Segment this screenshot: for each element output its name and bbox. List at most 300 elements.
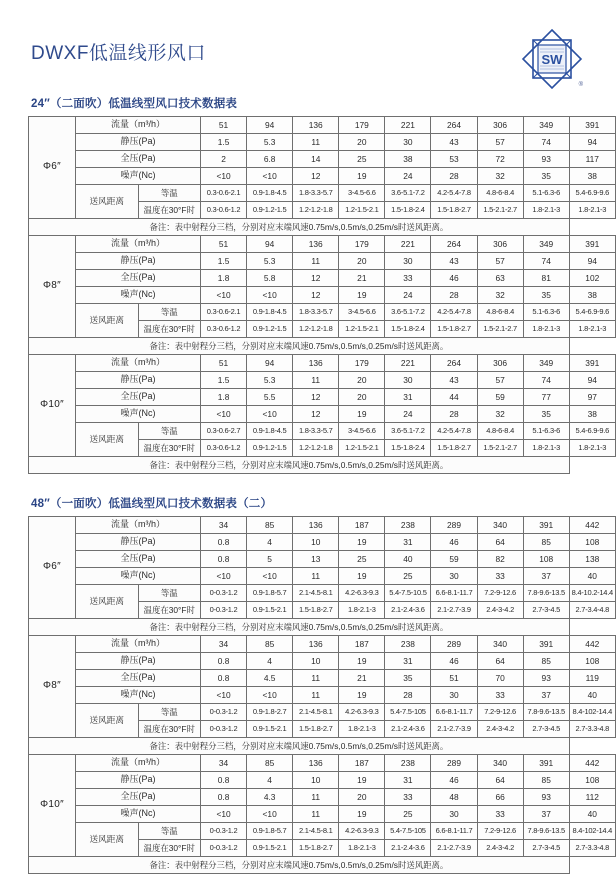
table-note-row — [29, 457, 616, 474]
cell-at-30f-7: 2.4-3-4.2 — [477, 840, 523, 857]
cell-static-pressure-8: 74 — [523, 253, 569, 270]
cell-at-30f-4: 1.2-1.5-2.1 — [339, 202, 385, 219]
cell-at-30f-7: 1.5-2.1-2.7 — [477, 440, 523, 457]
cell-at-30f-6: 1.5-1.8-2.7 — [431, 440, 477, 457]
cell-static-pressure-3: 11 — [293, 134, 339, 151]
row-label-static-pressure: 静压(Pa) — [76, 772, 201, 789]
cell-noise-2: <10 — [247, 287, 293, 304]
cell-total-pressure-7: 59 — [477, 389, 523, 406]
cell-static-pressure-7: 57 — [477, 372, 523, 389]
cell-flow-3: 136 — [293, 755, 339, 772]
cell-flow-9: 442 — [569, 636, 615, 653]
cell-noise-7: 33 — [477, 687, 523, 704]
cell-isothermal-5: 3.6-5.1-7.2 — [385, 423, 431, 440]
table-note: 备注：表中射程分三档，分别对应末端风速0.75m/s,0.5m/s,0.25m/s时送风距离。 — [29, 457, 570, 474]
svg-text:SW: SW — [541, 52, 563, 67]
table-note: 备注：表中射程分三档，分别对应末端风速0.75m/s,0.5m/s,0.25m/s时送风距离。 — [29, 219, 570, 236]
cell-at-30f-1: 0.3-0.6-1.2 — [201, 440, 247, 457]
cell-flow-7: 340 — [477, 636, 523, 653]
table-note-row — [29, 219, 616, 236]
row-label-total-pressure: 全压(Pa) — [76, 789, 201, 806]
cell-total-pressure-1: 1.8 — [201, 270, 247, 287]
cell-static-pressure-9: 108 — [569, 534, 615, 551]
cell-isothermal-7: 4.8-6-8.4 — [477, 423, 523, 440]
cell-at-30f-4: 1.8-2.1-3 — [339, 721, 385, 738]
cell-total-pressure-2: 6.8 — [247, 151, 293, 168]
cell-noise-5: 24 — [385, 168, 431, 185]
cell-isothermal-8: 5.1-6.3-6 — [523, 304, 569, 321]
cell-at-30f-1: 0-0.3-1.2 — [201, 721, 247, 738]
cell-at-30f-7: 1.5-2.1-2.7 — [477, 321, 523, 338]
cell-at-30f-6: 2.1-2.7-3.9 — [431, 721, 477, 738]
cell-noise-4: 19 — [339, 406, 385, 423]
cell-static-pressure-4: 19 — [339, 772, 385, 789]
cell-isothermal-5: 3.6-5.1-7.2 — [385, 185, 431, 202]
table-row — [29, 372, 616, 389]
cell-flow-2: 94 — [247, 236, 293, 253]
cell-static-pressure-7: 64 — [477, 653, 523, 670]
cell-total-pressure-8: 93 — [523, 151, 569, 168]
cell-noise-3: 11 — [293, 806, 339, 823]
cell-noise-1: <10 — [201, 406, 247, 423]
cell-at-30f-4: 1.2-1.5-2.1 — [339, 321, 385, 338]
cell-isothermal-4: 3-4.5-6.6 — [339, 304, 385, 321]
cell-flow-4: 187 — [339, 636, 385, 653]
cell-isothermal-8: 7.8-9.6-13.5 — [523, 823, 569, 840]
cell-isothermal-6: 4.2-5.4-7.8 — [431, 185, 477, 202]
cell-noise-4: 19 — [339, 806, 385, 823]
cell-isothermal-7: 7.2-9-12.6 — [477, 585, 523, 602]
cell-static-pressure-6: 46 — [431, 534, 477, 551]
table-1-wrapper — [28, 116, 610, 474]
cell-isothermal-3: 1.8-3.3-5.7 — [293, 304, 339, 321]
cell-isothermal-7: 4.8-6-8.4 — [477, 304, 523, 321]
cell-static-pressure-9: 108 — [569, 772, 615, 789]
cell-static-pressure-7: 57 — [477, 253, 523, 270]
cell-total-pressure-7: 66 — [477, 789, 523, 806]
row-label-at-30f: 温度在30°F时 — [138, 840, 201, 857]
cell-at-30f-3: 1.5-1.8-2.7 — [293, 721, 339, 738]
cell-at-30f-5: 2.1-2.4-3.6 — [385, 602, 431, 619]
cell-total-pressure-5: 35 — [385, 670, 431, 687]
cell-total-pressure-6: 59 — [431, 551, 477, 568]
cell-flow-9: 391 — [569, 117, 615, 134]
cell-isothermal-5: 5.4-7.5-105 — [385, 823, 431, 840]
duct-size-label: Φ10″ — [29, 355, 76, 457]
cell-flow-9: 442 — [569, 517, 615, 534]
row-label-total-pressure: 全压(Pa) — [76, 551, 201, 568]
cell-isothermal-4: 4.2-6.3-9.3 — [339, 823, 385, 840]
cell-noise-1: <10 — [201, 568, 247, 585]
cell-flow-7: 306 — [477, 117, 523, 134]
cell-static-pressure-4: 20 — [339, 134, 385, 151]
table-row — [29, 789, 616, 806]
cell-noise-8: 35 — [523, 168, 569, 185]
cell-noise-3: 12 — [293, 287, 339, 304]
cell-static-pressure-5: 31 — [385, 534, 431, 551]
cell-flow-6: 289 — [431, 755, 477, 772]
cell-at-30f-5: 1.5-1.8-2.4 — [385, 321, 431, 338]
cell-at-30f-3: 1.2-1.2-1.8 — [293, 321, 339, 338]
cell-static-pressure-3: 11 — [293, 372, 339, 389]
cell-static-pressure-4: 19 — [339, 653, 385, 670]
cell-static-pressure-3: 10 — [293, 534, 339, 551]
table-row — [29, 636, 616, 653]
cell-static-pressure-9: 94 — [569, 253, 615, 270]
cell-noise-8: 35 — [523, 287, 569, 304]
cell-flow-9: 442 — [569, 755, 615, 772]
table-note: 备注：表中射程分三档，分别对应末端风速0.75m/s,0.5m/s,0.25m/s时送风距离。 — [29, 619, 570, 636]
table-24-inch — [28, 116, 616, 474]
cell-total-pressure-2: 5.8 — [247, 270, 293, 287]
cell-total-pressure-3: 13 — [293, 551, 339, 568]
cell-total-pressure-8: 93 — [523, 789, 569, 806]
table-row — [29, 304, 616, 321]
cell-flow-7: 340 — [477, 755, 523, 772]
cell-at-30f-5: 1.5-1.8-2.4 — [385, 202, 431, 219]
cell-noise-3: 11 — [293, 568, 339, 585]
cell-noise-7: 32 — [477, 168, 523, 185]
row-label-at-30f: 温度在30°F时 — [138, 440, 201, 457]
cell-noise-9: 38 — [569, 406, 615, 423]
cell-flow-5: 238 — [385, 755, 431, 772]
cell-noise-6: 28 — [431, 287, 477, 304]
cell-at-30f-5: 1.5-1.8-2.4 — [385, 440, 431, 457]
cell-at-30f-6: 1.5-1.8-2.7 — [431, 321, 477, 338]
cell-isothermal-2: 0.9-1.8-4.5 — [247, 304, 293, 321]
table-1-title: 24″（二面吹）低温线型风口技术数据表 — [31, 98, 238, 110]
table-row — [29, 406, 616, 423]
cell-total-pressure-9: 102 — [569, 270, 615, 287]
cell-noise-4: 19 — [339, 168, 385, 185]
row-label-throw-distance: 送风距离 — [76, 423, 139, 457]
page-header — [0, 0, 611, 95]
cell-flow-9: 391 — [569, 355, 615, 372]
cell-total-pressure-5: 33 — [385, 270, 431, 287]
cell-isothermal-4: 3-4.5-6.6 — [339, 423, 385, 440]
cell-at-30f-8: 2.7-3-4.5 — [523, 840, 569, 857]
row-label-isothermal: 等温 — [138, 423, 201, 440]
table-row — [29, 270, 616, 287]
cell-total-pressure-5: 31 — [385, 389, 431, 406]
table-row — [29, 236, 616, 253]
cell-total-pressure-1: 1.8 — [201, 389, 247, 406]
cell-static-pressure-5: 31 — [385, 772, 431, 789]
sw-diamond-icon — [519, 28, 585, 90]
cell-static-pressure-2: 4 — [247, 534, 293, 551]
row-label-noise: 噪声(Nc) — [76, 687, 201, 704]
row-label-throw-distance: 送风距离 — [76, 704, 139, 738]
table-row — [29, 568, 616, 585]
duct-size-label: Φ8″ — [29, 636, 76, 738]
cell-flow-6: 264 — [431, 117, 477, 134]
cell-noise-8: 37 — [523, 806, 569, 823]
cell-static-pressure-8: 74 — [523, 134, 569, 151]
cell-flow-5: 221 — [385, 355, 431, 372]
cell-flow-3: 136 — [293, 517, 339, 534]
cell-flow-4: 179 — [339, 236, 385, 253]
cell-static-pressure-5: 30 — [385, 134, 431, 151]
cell-total-pressure-6: 44 — [431, 389, 477, 406]
cell-at-30f-5: 2.1-2.4-3.6 — [385, 721, 431, 738]
page-title: DWXF低温线形风口 — [31, 43, 206, 64]
row-label-noise: 噪声(Nc) — [76, 168, 201, 185]
table-note: 备注：表中射程分三档，分别对应末端风速0.75m/s,0.5m/s,0.25m/s时送风距离。 — [29, 738, 570, 755]
cell-flow-7: 340 — [477, 517, 523, 534]
row-label-total-pressure: 全压(Pa) — [76, 389, 201, 406]
cell-at-30f-8: 1.8-2.1-3 — [523, 202, 569, 219]
cell-isothermal-3: 1.8-3.3-5.7 — [293, 423, 339, 440]
table-row — [29, 670, 616, 687]
cell-static-pressure-1: 0.8 — [201, 772, 247, 789]
cell-noise-1: <10 — [201, 687, 247, 704]
table-2-title: 48″（一面吹）低温线型风口技术数据表（二） — [31, 498, 273, 510]
cell-static-pressure-5: 30 — [385, 372, 431, 389]
cell-static-pressure-8: 85 — [523, 772, 569, 789]
cell-static-pressure-3: 11 — [293, 253, 339, 270]
cell-static-pressure-8: 74 — [523, 372, 569, 389]
cell-at-30f-2: 0.9-1.5-2.1 — [247, 602, 293, 619]
table-2-wrapper — [28, 516, 613, 874]
cell-isothermal-2: 0.9-1.8-5.7 — [247, 585, 293, 602]
cell-flow-1: 51 — [201, 117, 247, 134]
row-label-at-30f: 温度在30°F时 — [138, 321, 201, 338]
cell-at-30f-5: 2.1-2.4-3.6 — [385, 840, 431, 857]
table-note-row — [29, 857, 616, 874]
cell-flow-9: 391 — [569, 236, 615, 253]
cell-static-pressure-2: 4 — [247, 772, 293, 789]
row-label-at-30f: 温度在30°F时 — [138, 721, 201, 738]
cell-static-pressure-6: 43 — [431, 134, 477, 151]
cell-isothermal-1: 0-0.3-1.2 — [201, 585, 247, 602]
cell-isothermal-5: 5.4-7.5-105 — [385, 704, 431, 721]
row-label-total-pressure: 全压(Pa) — [76, 670, 201, 687]
cell-flow-6: 264 — [431, 236, 477, 253]
table-note-row — [29, 619, 616, 636]
row-label-throw-distance: 送风距离 — [76, 585, 139, 619]
cell-static-pressure-3: 10 — [293, 772, 339, 789]
cell-static-pressure-7: 57 — [477, 134, 523, 151]
cell-flow-1: 51 — [201, 236, 247, 253]
row-label-at-30f: 温度在30°F时 — [138, 602, 201, 619]
cell-total-pressure-8: 81 — [523, 270, 569, 287]
cell-at-30f-2: 0.9-1.2-1.5 — [247, 440, 293, 457]
duct-size-label: Φ8″ — [29, 236, 76, 338]
row-label-flow: 流量（m³/h） — [76, 236, 201, 253]
cell-flow-2: 85 — [247, 517, 293, 534]
cell-at-30f-1: 0.3-0.6-1.2 — [201, 202, 247, 219]
cell-total-pressure-3: 12 — [293, 270, 339, 287]
registered-mark: ® — [578, 82, 583, 88]
cell-total-pressure-7: 82 — [477, 551, 523, 568]
table-row — [29, 253, 616, 270]
cell-flow-8: 349 — [523, 355, 569, 372]
cell-total-pressure-9: 97 — [569, 389, 615, 406]
cell-noise-1: <10 — [201, 287, 247, 304]
cell-noise-5: 28 — [385, 687, 431, 704]
cell-isothermal-9: 8.4-10.2-14.4 — [569, 585, 615, 602]
cell-flow-1: 51 — [201, 355, 247, 372]
cell-noise-8: 37 — [523, 687, 569, 704]
cell-noise-6: 30 — [431, 806, 477, 823]
cell-total-pressure-1: 2 — [201, 151, 247, 168]
cell-isothermal-4: 4.2-6.3-9.3 — [339, 585, 385, 602]
cell-flow-4: 187 — [339, 755, 385, 772]
cell-flow-7: 306 — [477, 355, 523, 372]
cell-at-30f-4: 1.8-2.1-3 — [339, 840, 385, 857]
cell-isothermal-2: 0.9-1.8-5.7 — [247, 823, 293, 840]
cell-total-pressure-3: 14 — [293, 151, 339, 168]
cell-flow-1: 34 — [201, 755, 247, 772]
row-label-static-pressure: 静压(Pa) — [76, 253, 201, 270]
cell-flow-5: 238 — [385, 636, 431, 653]
cell-at-30f-2: 0.9-1.5-2.1 — [247, 840, 293, 857]
cell-isothermal-6: 6.6-8.1-11.7 — [431, 704, 477, 721]
cell-static-pressure-1: 0.8 — [201, 653, 247, 670]
row-label-static-pressure: 静压(Pa) — [76, 534, 201, 551]
cell-noise-8: 37 — [523, 568, 569, 585]
cell-isothermal-2: 0.9-1.8-4.5 — [247, 185, 293, 202]
row-label-noise: 噪声(Nc) — [76, 287, 201, 304]
cell-static-pressure-7: 64 — [477, 534, 523, 551]
cell-total-pressure-5: 38 — [385, 151, 431, 168]
cell-noise-9: 40 — [569, 568, 615, 585]
table-row — [29, 134, 616, 151]
cell-at-30f-6: 1.5-1.8-2.7 — [431, 202, 477, 219]
cell-isothermal-2: 0.9-1.8-2.7 — [247, 704, 293, 721]
cell-at-30f-6: 2.1-2.7-3.9 — [431, 602, 477, 619]
cell-noise-7: 33 — [477, 806, 523, 823]
cell-total-pressure-4: 21 — [339, 670, 385, 687]
cell-isothermal-6: 6.6-8.1-11.7 — [431, 823, 477, 840]
cell-flow-3: 136 — [293, 355, 339, 372]
table-row — [29, 704, 616, 721]
cell-at-30f-9: 1.8-2.1-3 — [569, 321, 615, 338]
cell-isothermal-7: 7.2-9-12.6 — [477, 704, 523, 721]
cell-total-pressure-1: 0.8 — [201, 551, 247, 568]
table-note-row — [29, 338, 616, 355]
cell-static-pressure-5: 30 — [385, 253, 431, 270]
cell-static-pressure-4: 20 — [339, 372, 385, 389]
cell-noise-2: <10 — [247, 168, 293, 185]
cell-total-pressure-5: 33 — [385, 789, 431, 806]
cell-isothermal-1: 0.3-0.6-2.1 — [201, 304, 247, 321]
cell-isothermal-6: 4.2-5.4-7.8 — [431, 304, 477, 321]
cell-flow-1: 34 — [201, 636, 247, 653]
row-label-at-30f: 温度在30°F时 — [138, 202, 201, 219]
table-row — [29, 551, 616, 568]
cell-flow-8: 349 — [523, 236, 569, 253]
cell-static-pressure-6: 43 — [431, 253, 477, 270]
cell-static-pressure-2: 4 — [247, 653, 293, 670]
cell-isothermal-9: 8.4-102-14.4 — [569, 704, 615, 721]
cell-isothermal-6: 4.2-5.4-7.8 — [431, 423, 477, 440]
cell-total-pressure-7: 70 — [477, 670, 523, 687]
cell-flow-6: 289 — [431, 636, 477, 653]
cell-isothermal-4: 4.2-6.3-9.3 — [339, 704, 385, 721]
cell-flow-3: 136 — [293, 236, 339, 253]
cell-total-pressure-8: 93 — [523, 670, 569, 687]
cell-isothermal-9: 5.4-6.9-9.6 — [569, 423, 615, 440]
cell-isothermal-3: 1.8-3.3-5.7 — [293, 185, 339, 202]
table-row — [29, 355, 616, 372]
cell-at-30f-8: 2.7-3-4.5 — [523, 602, 569, 619]
cell-at-30f-6: 2.1-2.7-3.9 — [431, 840, 477, 857]
cell-static-pressure-1: 0.8 — [201, 534, 247, 551]
cell-flow-1: 34 — [201, 517, 247, 534]
cell-at-30f-1: 0.3-0.6-1.2 — [201, 321, 247, 338]
cell-at-30f-8: 1.8-2.1-3 — [523, 321, 569, 338]
cell-at-30f-4: 1.2-1.5-2.1 — [339, 440, 385, 457]
cell-isothermal-8: 5.1-6.3-6 — [523, 185, 569, 202]
table-row — [29, 687, 616, 704]
row-label-flow: 流量（m³/h） — [76, 355, 201, 372]
row-label-total-pressure: 全压(Pa) — [76, 270, 201, 287]
cell-total-pressure-6: 46 — [431, 270, 477, 287]
table-row — [29, 517, 616, 534]
cell-noise-4: 19 — [339, 568, 385, 585]
cell-static-pressure-1: 1.5 — [201, 372, 247, 389]
cell-static-pressure-6: 46 — [431, 772, 477, 789]
row-label-isothermal: 等温 — [138, 704, 201, 721]
cell-total-pressure-4: 21 — [339, 270, 385, 287]
cell-noise-2: <10 — [247, 568, 293, 585]
duct-size-label: Φ10″ — [29, 755, 76, 857]
cell-flow-5: 238 — [385, 517, 431, 534]
cell-total-pressure-9: 119 — [569, 670, 615, 687]
cell-at-30f-4: 1.8-2.1-3 — [339, 602, 385, 619]
row-label-throw-distance: 送风距离 — [76, 823, 139, 857]
cell-total-pressure-7: 72 — [477, 151, 523, 168]
row-label-flow: 流量（m³/h） — [76, 517, 201, 534]
cell-noise-1: <10 — [201, 168, 247, 185]
row-label-static-pressure: 静压(Pa) — [76, 372, 201, 389]
cell-flow-5: 221 — [385, 236, 431, 253]
cell-isothermal-4: 3-4.5-6.6 — [339, 185, 385, 202]
cell-static-pressure-6: 46 — [431, 653, 477, 670]
row-label-flow: 流量（m³/h） — [76, 755, 201, 772]
cell-noise-2: <10 — [247, 406, 293, 423]
cell-total-pressure-8: 77 — [523, 389, 569, 406]
cell-noise-2: <10 — [247, 687, 293, 704]
cell-static-pressure-6: 43 — [431, 372, 477, 389]
cell-flow-4: 179 — [339, 355, 385, 372]
cell-isothermal-7: 4.8-6-8.4 — [477, 185, 523, 202]
cell-flow-2: 94 — [247, 117, 293, 134]
cell-noise-1: <10 — [201, 806, 247, 823]
cell-isothermal-3: 2.1-4.5-8.1 — [293, 585, 339, 602]
cell-noise-2: <10 — [247, 806, 293, 823]
cell-flow-2: 94 — [247, 355, 293, 372]
cell-at-30f-3: 1.5-1.8-2.7 — [293, 602, 339, 619]
cell-static-pressure-1: 1.5 — [201, 134, 247, 151]
cell-isothermal-2: 0.9-1.8-4.5 — [247, 423, 293, 440]
cell-flow-8: 349 — [523, 117, 569, 134]
cell-static-pressure-2: 5.3 — [247, 372, 293, 389]
cell-at-30f-2: 0.9-1.2-1.5 — [247, 202, 293, 219]
cell-flow-3: 136 — [293, 636, 339, 653]
cell-total-pressure-1: 0.8 — [201, 789, 247, 806]
cell-noise-3: 12 — [293, 168, 339, 185]
cell-flow-4: 179 — [339, 117, 385, 134]
cell-total-pressure-8: 108 — [523, 551, 569, 568]
cell-noise-9: 40 — [569, 687, 615, 704]
duct-size-label: Φ6″ — [29, 517, 76, 619]
cell-total-pressure-2: 5 — [247, 551, 293, 568]
cell-isothermal-6: 6.6-8.1-11.7 — [431, 585, 477, 602]
cell-total-pressure-4: 25 — [339, 151, 385, 168]
row-label-noise: 噪声(Nc) — [76, 568, 201, 585]
